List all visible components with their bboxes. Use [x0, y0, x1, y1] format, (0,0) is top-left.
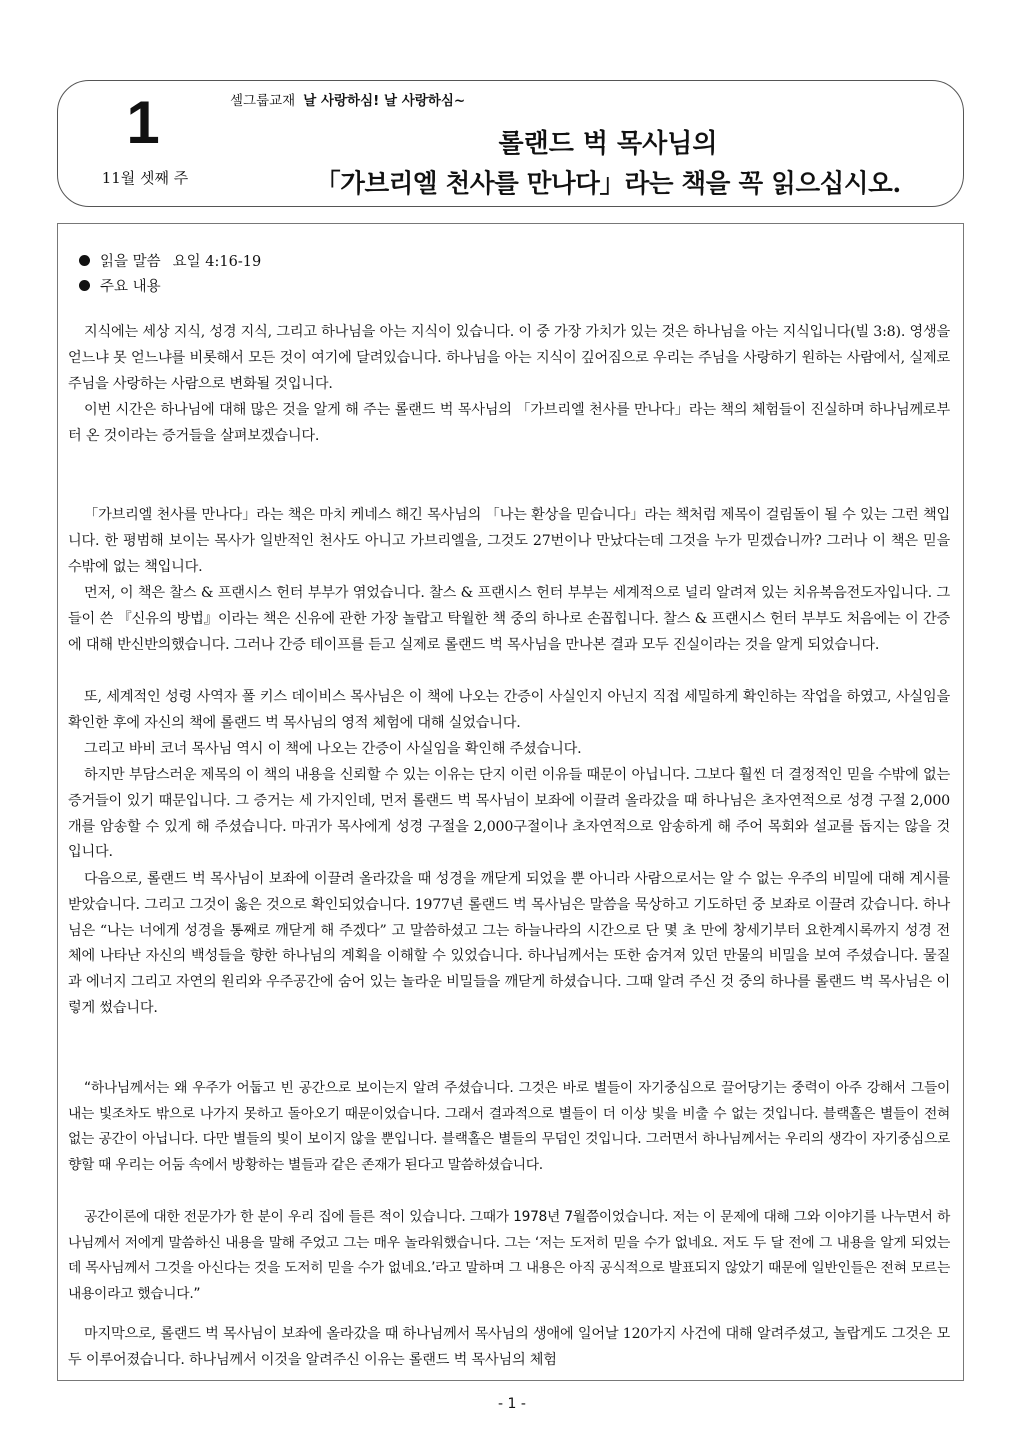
reading-label: 읽을 말씀 — [100, 254, 161, 270]
paragraph: 또, 세계적인 성령 사역자 폴 키스 데이비스 목사님은 이 책에 나오는 간증이 사실인지 아닌지 직접 세밀하게 확인하는 작업을 하였고, 사실임을 확인한 후에 자신의 책에 롤랜드 벅 목사님의 영적 체험에 대해 실었습니다. — [68, 689, 950, 731]
main-content-label: 주요 내용 — [100, 279, 161, 295]
reading-bullet — [79, 252, 261, 272]
quote-paragraph: “하나님께서는 왜 우주가 어둡고 빈 공간으로 보이는지 알려 주셨습니다. 그것은 바로 별들이 자기중심으로 끌어당기는 중력이 아주 강해서 그들이 내는 빛조차도 밖으로 나가지 못하고 돌아오기 때문이었습니다. 그래서 결과적으로 별들이 더 이상 빛을 비출 수 없는 것입니다. 블랙홀은 별들이 전혀 없는 공간이 아닙니다. 다만 별들의 빛이 보이지 않을 뿐입니다. 블랙홀은 별들의 무덤인 것입니다. 그러면서 하나님께서는 우리의 생각이 자기중심으로 향할 때 우리는 어둠 속에서 방황하는 별들과 같은 존재가 된다고 말씀하셨습니다. — [68, 1080, 950, 1174]
bullet-dot-icon — [79, 255, 90, 266]
paragraph: 하지만 부담스러운 제목의 이 책의 내용을 신뢰할 수 있는 이유는 단지 이런 이유들 때문이 아닙니다. 그보다 훨씬 더 결정적인 믿을 수밖에 없는 증거들이 있기 때문입니다. 그 증거는 세 가지인데, 먼저 롤랜드 벅 목사님이 보좌에 이끌려 올라갔을 때 하나님은 초자연적으로 성경 구절 2,000개를 암송할 수 있게 해 주셨습니다. 마귀가 목사에게 성경 구절을 2,000구절이나 초자연적으로 암송하게 해 주어 목회와 설교를 돕지는 않을 것입니다. — [68, 767, 950, 861]
paragraph: 「가브리엘 천사를 만나다」라는 책은 마치 케네스 해긴 목사님의 「나는 환상을 믿습니다」라는 책처럼 제목이 걸림돌이 될 수 있는 그런 책입니다. 한 평범해 보이는 목사가 일반적인 천사도 아니고 가브리엘을, 그것도 27번이나 만났다는데 그것을 누가 믿겠습니까? 그러나 이 책은 믿을 수밖에 없는 책입니다. — [68, 507, 950, 575]
main-content-bullet — [79, 277, 161, 297]
paragraph: 먼저, 이 책은 찰스 & 프랜시스 헌터 부부가 엮었습니다. 찰스 & 프랜시스 헌터 부부는 세계적으로 널리 알려져 있는 치유복음전도자입니다. 그들이 쓴 『신유의 방법』이라는 책은 신유에 관한 가장 놀랍고 탁월한 책 중의 하나로 손꼽힙니다. 찰스 & 프랜시스 헌터 부부도 처음에는 이 간증에 대해 반신반의했습니다. 그러나 간증 테이프를 듣고 실제로 롤랜드 벅 목사님을 만나본 결과 모두 진실이라는 것을 알게 되었습니다. — [68, 585, 950, 653]
series-label: 셀그룹교재 — [230, 93, 296, 109]
lesson-number: 1 — [126, 89, 160, 156]
bullet-dot-icon — [79, 280, 90, 291]
series-line — [230, 92, 465, 110]
title-line-2: 「가브리엘 천사를 만나다」라는 책을 꼭 읽으십시오. — [315, 169, 901, 199]
paragraph: 이번 시간은 하나님에 대해 많은 것을 알게 해 주는 롤랜드 벅 목사님의 「가브리엘 천사를 만나다」라는 책의 체험들이 진실하며 하나님께로부터 온 것이라는 증거들을 살펴보겠습니다. — [68, 402, 950, 444]
week-label: 11월 셋째 주 — [101, 169, 189, 187]
title-line-1: 롤랜드 벅 목사님의 — [498, 129, 718, 159]
paragraph: 다음으로, 롤랜드 벅 목사님이 보좌에 이끌려 올라갔을 때 성경을 깨닫게 되었을 뿐 아니라 사람으로서는 알 수 없는 우주의 비밀에 대해 계시를 받았습니다. 그리고 그것이 옳은 것으로 확인되었습니다. 1977년 롤랜드 벅 목사님은 말씀을 묵상하고 기도하던 중 보좌로 이끌려 갔습니다. 하나님은 “나는 너에게 성경을 통째로 깨닫게 해 주겠다” 고 말씀하셨고 그는 하늘나라의 시간으로 단 몇 초 만에 창세기부터 요한계시록까지 성경 전체에 나타난 자신의 백성들을 향한 하나님의 계획을 이해할 수 있었습니다. 하나님께서는 또한 숨겨져 있던 만물의 비밀을 보여 주셨습니다. 물질과 에너지 그리고 자연의 원리와 우주공간에 숨어 있는 놀라운 비밀들을 깨닫게 하셨습니다. 그때 알려 주신 것 중의 하나를 롤랜드 벅 목사님은 이렇게 썼습니다. — [68, 871, 950, 1016]
reading-reference: 요일 4:16-19 — [172, 254, 262, 270]
page-number: - 1 - — [498, 1396, 526, 1412]
quote-paragraph: 공간이론에 대한 전문가가 한 분이 우리 집에 들른 적이 있습니다. 그때가 1978년 7월쯤이었습니다. 저는 이 문제에 대해 그와 이야기를 나누면서 하나님께서 저에게 말씀하신 내용을 말해 주었고 그는 매우 놀라워했습니다. 그는 ‘저는 도저히 믿을 수가 없네요. 저도 두 달 전에 그 내용을 알게 되었는데 목사님께서 그것을 아신다는 것을 도저히 믿을 수가 없네요.’라고 말하며 그 내용은 아직 공식적으로 발표되지 않았기 때문에 일반인들은 전혀 모르는 내용이라고 했습니다.” — [68, 1209, 950, 1303]
series-title: 날 사랑하심! 날 사랑하심~ — [303, 93, 466, 109]
lesson-title — [263, 124, 953, 204]
paragraph: 마지막으로, 롤랜드 벅 목사님이 보좌에 올라갔을 때 하나님께서 목사님의 생애에 일어날 120가지 사건에 대해 알려주셨고, 놀랍게도 그것은 모두 이루어졌습니다. 하나님께서 이것을 알려주신 이유는 롤랜드 벅 목사님의 체험 — [68, 1326, 950, 1368]
paragraph: 지식에는 세상 지식, 성경 지식, 그리고 하나님을 아는 지식이 있습니다. 이 중 가장 가치가 있는 것은 하나님을 아는 지식입니다(빌 3:8). 영생을 얻느냐 못 얻느냐를 비롯해서 모든 것이 여기에 달려있습니다. 하나님을 아는 지식이 깊어짐으로 우리는 주님을 사랑하기 원하는 사람에서, 실제로 주님을 사랑하는 사람으로 변화될 것입니다. — [68, 324, 950, 392]
paragraph: 그리고 바비 코너 목사님 역시 이 책에 나오는 간증이 사실임을 확인해 주셨습니다. — [84, 741, 582, 757]
